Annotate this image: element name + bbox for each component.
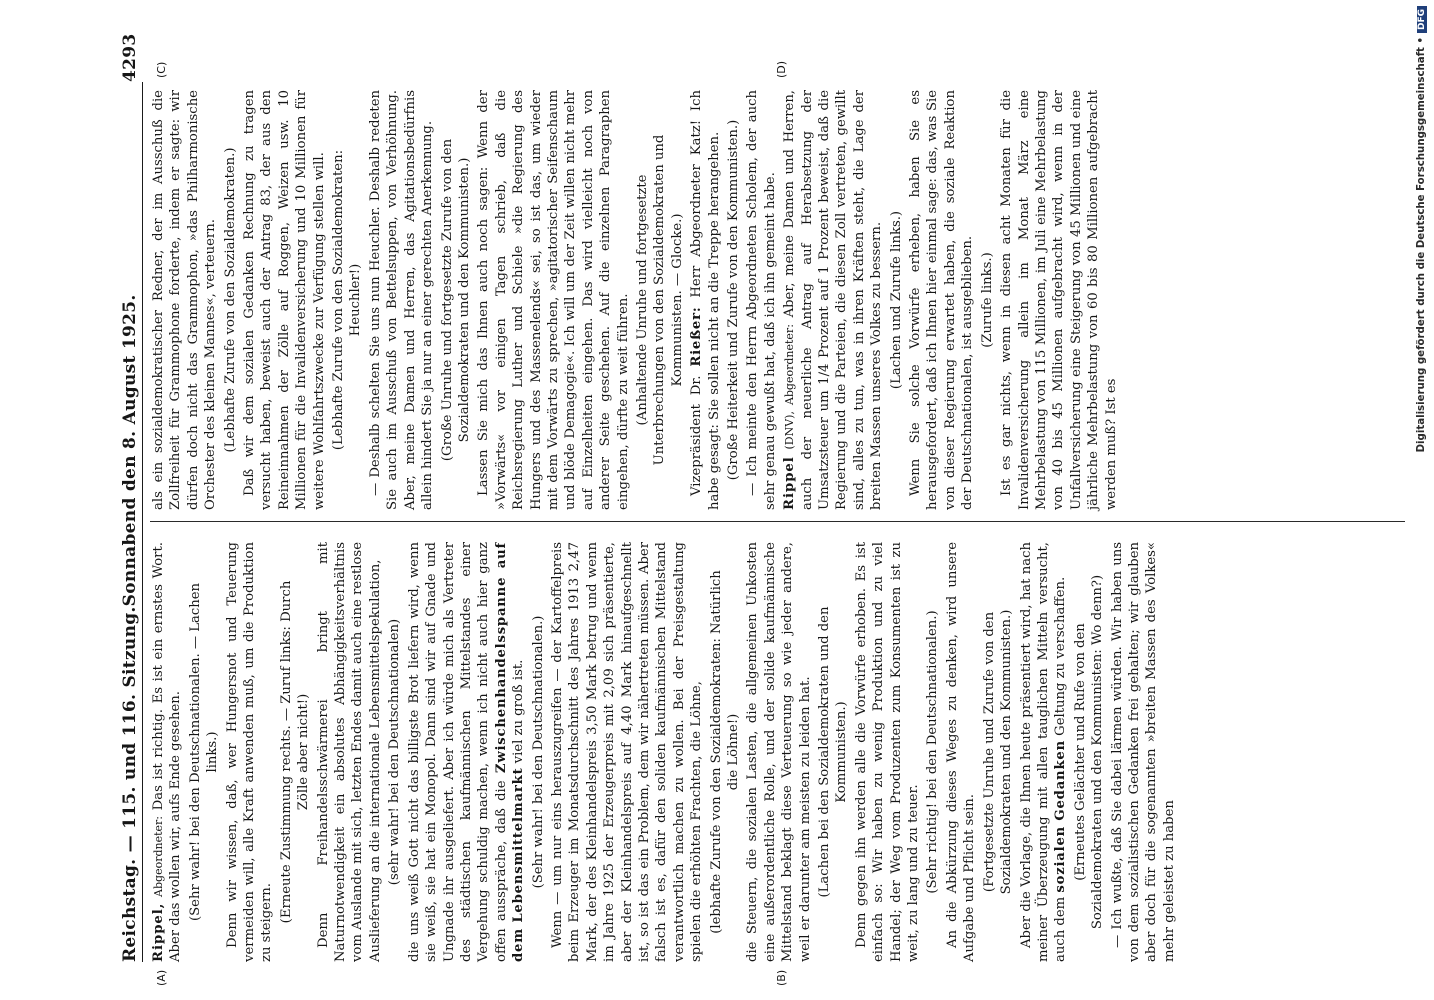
paragraph-text: die Steuern, die sozialen Lasten, die allgemeinen Unkosten eine außerordentliche Rolle, und der solide kaufmännische Mittelstand beklagt diese Verteuerung so wie jeder andere, weil er darunter am meisten zu leiden hat. bbox=[745, 542, 813, 962]
digitization-credit bbox=[1416, 6, 1432, 994]
right-column bbox=[150, 90, 1122, 510]
speaker-role: Abgeordneter: bbox=[152, 816, 165, 897]
column-divider bbox=[150, 521, 1405, 522]
margin-marker-b: (B) bbox=[775, 969, 788, 986]
paragraph-text: — Ich wußte, daß Sie dabei lärmen würden. Wir haben uns von dem sozialistischen Gedanken frei gehalten; wir glauben aber doch für die sogenannten »breiten Massen des Volkes« mehr geleistet zu haben bbox=[1109, 542, 1177, 962]
speaker-name: Rippel, bbox=[151, 902, 166, 962]
interjection: (Lachen bei den Sozialdemokraten und den Kommunisten.) bbox=[817, 606, 850, 898]
page-number: 4293 bbox=[120, 33, 140, 82]
left-column bbox=[150, 542, 1180, 962]
margin-marker-d: (D) bbox=[775, 60, 788, 78]
paragraph-tail: Geltung zu verschaffen. bbox=[1053, 576, 1069, 736]
text-paragraph bbox=[224, 542, 276, 962]
interjection: (Große Heiterkeit und Zurufe von den Kommunisten.) bbox=[726, 119, 741, 481]
paragraph-text: — Deshalb schelten Sie uns nun Heuchler. Deshalb redeten Sie auch im Ausschuß von Bettelsuppen, von Verhöhnung. Aber, meine Damen und Herren, das Agitationsbedürfnis allein hindert Sie ja nur an einer gerechten Anerkennung. bbox=[367, 90, 436, 510]
header-left-title: Reichstag. — 115. und 116. Sitzung. bbox=[120, 606, 140, 962]
speech-text: Das ist richtig. Es ist ein ernstes Wort. Aber das wollen wir, aufs Ende gesehen. bbox=[151, 542, 184, 962]
interjection: (Sehr richtig! bei den Deutschnationalen.) bbox=[925, 610, 941, 894]
interjection: (Lebhafte Zurufe von den Sozialdemokraten: Heuchler!) bbox=[331, 149, 364, 451]
speech-text: Aber, meine Damen und Herren, auch der neuerliche Antrag auf Herabsetzung der Umsatzsteuer um 1/4 Prozent auf 1 Prozent beweist, daß die Regierung und die Parteien, die diesen Zoll vertreten, gewillt sind, alles zu tun, was in ihren Kräften steht, die Lage der breiten Massen unseres Volkes zu bessern. bbox=[782, 90, 885, 510]
text-paragraph bbox=[744, 542, 814, 962]
text-paragraph bbox=[907, 90, 977, 510]
text-paragraph bbox=[367, 90, 437, 510]
text-paragraph bbox=[1018, 542, 1070, 962]
interjection: (lebhafte Zurufe von den Sozialdemokraten: Natürlich die Löhne!) bbox=[708, 570, 741, 934]
margin-marker-c: (C) bbox=[155, 61, 168, 78]
paragraph-text: Ist es gar nichts, wenn in diesen acht Monaten für die Invalidenversicherung allein im Monat März eine Mehrbelastung von 115 Millionen, im Juli eine Mehrbelastung von 40 bis 45 Millionen aufgebracht wird, wenn in der Unfallversicherung eine Steigerung von 45 Millionen und eine jährliche Mehrbelastung von 60 bis 80 Millionen aufgebracht werden muß? Ist es bbox=[999, 90, 1119, 510]
paragraph-text: Denn gegen ihn werden alle die Vorwürfe erhoben. Es ist einfach so: Wir haben zu wenig Produktion und zu viel Handel; der Weg vom Produzenten zum Konsumenten ist zu weit, zu lang und zu teuer. bbox=[853, 542, 922, 962]
paragraph-text: Denn wir wissen, daß, wer Hungersnot und Teuerung vermeiden will, alle Kraft anwenden muß, um die Produktion zu steigern. bbox=[224, 542, 275, 962]
interjection: (Zurufe links.) bbox=[979, 252, 995, 348]
speaker-role: (DNV), Abgeordneter: bbox=[783, 324, 797, 450]
text-paragraph bbox=[475, 90, 632, 510]
interjection: (Lachen und Zurufe links.) bbox=[888, 210, 904, 390]
paragraph-text: die uns weiß Gott nicht das billigste Brot liefern wird, wenn sie weiß, sie hat ein Monopol. Dann sind wir auf Gnade und Ungnade ihr ausgeliefert. Aber ich würde mich als Vertreter des städtischen kaufmännischen Mittelstandes einer Vergehung schuldig machen, wenn ich nicht auch hier ganz offen ausspräche, daß die bbox=[406, 542, 509, 962]
interjection: (Sehr wahr! bei den Deutschnationalen.) bbox=[530, 615, 546, 889]
paragraph-text: Daß wir dem sozialen Gedanken Rechnung zu tragen versucht haben, beweist auch der Antrag 83, der aus den Reineinnahmen der Zölle auf Roggen, Weizen usw. 10 Millionen für die Invalidenversicherung und 10 Millionen für weitere Wohlfahrtszwecke zur Verfügung stellen will. bbox=[242, 90, 327, 510]
interjection: (Sehr wahr! bei den Deutschnationalen. — Lachen links.) bbox=[187, 582, 221, 922]
page-header bbox=[110, 33, 140, 962]
text-paragraph bbox=[150, 90, 220, 510]
speaker-paragraph bbox=[781, 90, 885, 510]
interjection: (sehr wahr! bei den Deutschnationalen) bbox=[387, 618, 403, 886]
emphasized-text: sozialen Gedanken bbox=[1053, 740, 1069, 893]
paragraph-text: als ein sozialdemokratischer Redner, der im Ausschuß die Zollfreiheit für Grammophone forderte, indem er sagte: wir dürfen doch nicht das Grammophon, »das Philharmonische Orchester des kleinen Mannes«, verteuern. bbox=[151, 90, 219, 510]
margin-marker-a: (A) bbox=[155, 969, 168, 986]
text-paragraph bbox=[944, 542, 979, 962]
text-paragraph bbox=[315, 542, 385, 962]
text-paragraph bbox=[406, 542, 528, 962]
header-right-date bbox=[120, 33, 140, 606]
interjection: (Erneute Zustimmung rechts. — Zuruf links: Durch Zölle aber nicht!) bbox=[278, 580, 312, 924]
interjection: (Lebhafte Zurufe von den Sozialdemokraten.) bbox=[222, 147, 238, 453]
paragraph-text: Denn Freihandelsschwärmerei bringt mit Naturnotwendigkeit ein absolutes Abhängigkeitsverhältnis vom Auslande mit sich, letzten Endes damit auch eine restlose Auslieferung an die internationale Lebensmittelspekulation, bbox=[315, 542, 383, 962]
text-paragraph bbox=[744, 90, 779, 510]
dfg-logo: DFG bbox=[1417, 6, 1427, 33]
paragraph-text: Vizepräsident Dr. bbox=[689, 375, 705, 496]
text-paragraph bbox=[998, 90, 1120, 510]
emphasized-text: Rießer: bbox=[689, 306, 705, 367]
interjection: (Große Unruhe und fortgesetzte Zurufe von den Sozialdemokraten und den Kommunisten.) bbox=[439, 138, 472, 462]
paragraph-text: An die Abkürzung dieses Weges zu denken, wird unsere Aufgabe und Pflicht sein. bbox=[944, 542, 978, 962]
text-paragraph bbox=[1109, 542, 1179, 962]
rotated-newspaper-page bbox=[110, 33, 1415, 986]
emphasized-text: Zwischenhandelsspanne auf dem Lebensmittelmarkt bbox=[493, 542, 527, 962]
page-inner bbox=[110, 33, 1415, 986]
paragraph-text: Wenn — um nur eins herauszugreifen — der Kartoffelpreis beim Erzeuger im Monatsdurchschnitt des Jahres 1913 2,47 Mark, der des Kleinhandelspreis 3,50 Mark betrug und wenn im Jahre 1925 der Erzeugerpreis mit 2,09 sich präsentierte, aber der Kleinhandelspreis auf 4,40 Mark hinaufgeschnellt ist, so ist das ein Problem, dem wir nähertreten müssen. Aber falsch ist es, dafür den soliden kaufmännischen Mittelstand verantwortlich machen zu wollen. Bei der Preisgestaltung spielen die erhöhten Frachten, die Löhne, bbox=[549, 542, 705, 962]
text-paragraph bbox=[549, 542, 706, 962]
speaker-paragraph bbox=[150, 542, 185, 962]
interjection: (Erneutes Gelächter und Rufe von den Sozialdemokraten und den Kommunisten: Wo denn?) bbox=[1072, 574, 1106, 930]
paragraph-text: Lassen Sie mich das Ihnen auch noch sagen: Wenn der »Vorwärts« vor einigen Tagen schrieb, daß die Reichsregierung Luther und Schiele »die Regierung des Hungers und des Massenelends« sei, so ist das, um wieder mit dem Vorwärts zu sprechen, »agitatorischer Seifenschaum und blöde Demagogie«. Ich will um der Zeit willen nicht mehr auf Einzelheiten eingehen. Das wird vielleicht noch von anderer Seite geschehen. Auf die einzelnen Paragraphen eingehen, dürfte zu weit führen. bbox=[476, 90, 631, 510]
digitization-credit-text: Digitalisierung gefördert durch die Deutsche Forschungsgemeinschaft • bbox=[1416, 37, 1427, 453]
text-paragraph bbox=[241, 90, 328, 510]
text-paragraph bbox=[688, 90, 723, 510]
header-date: Sonnabend den 8. August 1925. bbox=[120, 294, 140, 607]
text-paragraph bbox=[853, 542, 923, 962]
paragraph-text: — Ich meinte den Herrn Abgeordneten Scholem, der auch sehr genau gewußt hat, daß ich ihn gemeint habe. bbox=[745, 90, 778, 510]
paragraph-tail: Herr Abgeordneter Katz! Ich habe gesagt: Sie sollen nicht an die Treppe herangehen. bbox=[689, 90, 722, 510]
interjection: (Fortgesetzte Unruhe und Zurufe von den Sozialdemokraten und den Kommunisten.) bbox=[981, 609, 1015, 895]
paragraph-text: Wenn Sie solche Vorwürfe erheben, haben Sie es herausgefordert, daß ich Ihnen hier einmal sage: das, was Sie von dieser Regierung erwartet haben, die soziale Reaktion der Deutschnationalen, ist ausgeblieben. bbox=[908, 90, 976, 510]
header-rule bbox=[142, 82, 143, 962]
speaker-name: Rippel bbox=[782, 456, 798, 510]
paragraph-text: Aber die Vorlage, die Ihnen heute präsentiert wird, hat nach meiner Überzeugung mit allen tauglichen Mitteln versucht, auch dem bbox=[1018, 542, 1069, 962]
paragraph-tail: viel zu groß ist. bbox=[511, 659, 527, 764]
interjection: (Anhaltende Unruhe und fortgesetzte Unterbrechungen von den Sozialdemokraten und Kommunisten. — Glocke.) bbox=[634, 134, 685, 466]
